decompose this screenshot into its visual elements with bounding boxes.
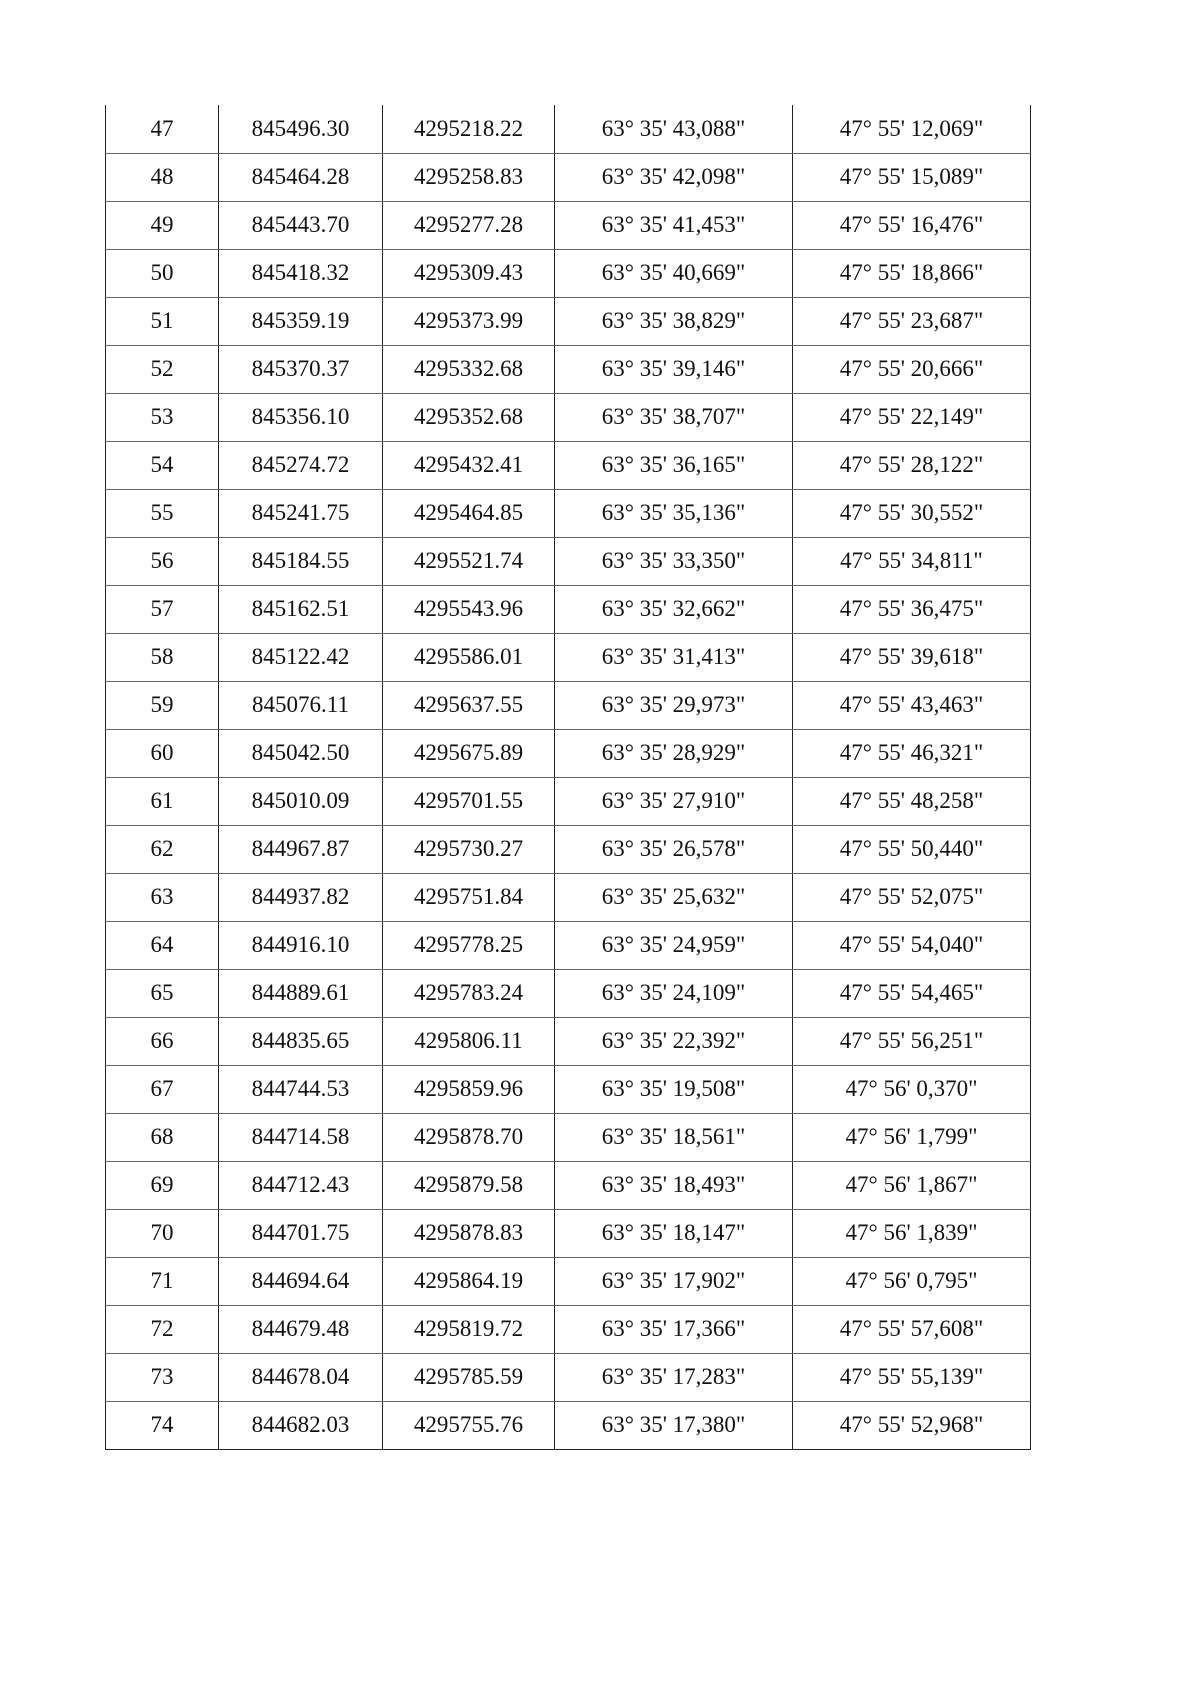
y-coordinate-cell: 4295878.70: [383, 1113, 555, 1161]
longitude-cell: 63° 35' 39,146": [555, 345, 793, 393]
point-number-cell: 64: [106, 921, 219, 969]
point-number-cell: 53: [106, 393, 219, 441]
table-row: [106, 1065, 1031, 1113]
latitude-cell: 47° 55' 50,440": [793, 825, 1031, 873]
x-coordinate-cell: 844937.82: [219, 873, 383, 921]
point-number-cell: 55: [106, 489, 219, 537]
longitude-cell: 63° 35' 24,109": [555, 969, 793, 1017]
point-number-cell: 62: [106, 825, 219, 873]
point-number-cell: 68: [106, 1113, 219, 1161]
table-row: [106, 441, 1031, 489]
table-row: [106, 1113, 1031, 1161]
latitude-cell: 47° 55' 18,866": [793, 249, 1031, 297]
longitude-cell: 63° 35' 25,632": [555, 873, 793, 921]
latitude-cell: 47° 55' 16,476": [793, 201, 1031, 249]
longitude-cell: 63° 35' 17,380": [555, 1401, 793, 1449]
table-row: [106, 729, 1031, 777]
table-row: [106, 489, 1031, 537]
latitude-cell: 47° 55' 34,811": [793, 537, 1031, 585]
table-row: [106, 1209, 1031, 1257]
point-number-cell: 52: [106, 345, 219, 393]
table-row: [106, 153, 1031, 201]
table-row: [106, 633, 1031, 681]
latitude-cell: 47° 55' 54,465": [793, 969, 1031, 1017]
x-coordinate-cell: 845418.32: [219, 249, 383, 297]
latitude-cell: 47° 56' 1,867": [793, 1161, 1031, 1209]
x-coordinate-cell: 845241.75: [219, 489, 383, 537]
y-coordinate-cell: 4295521.74: [383, 537, 555, 585]
table-row: [106, 777, 1031, 825]
longitude-cell: 63° 35' 38,829": [555, 297, 793, 345]
latitude-cell: 47° 55' 56,251": [793, 1017, 1031, 1065]
x-coordinate-cell: 844679.48: [219, 1305, 383, 1353]
point-number-cell: 63: [106, 873, 219, 921]
point-number-cell: 47: [106, 105, 219, 153]
table-row: [106, 1017, 1031, 1065]
latitude-cell: 47° 55' 23,687": [793, 297, 1031, 345]
coordinates-table: [105, 105, 1031, 1450]
latitude-cell: 47° 55' 20,666": [793, 345, 1031, 393]
latitude-cell: 47° 55' 57,608": [793, 1305, 1031, 1353]
x-coordinate-cell: 845443.70: [219, 201, 383, 249]
x-coordinate-cell: 845464.28: [219, 153, 383, 201]
longitude-cell: 63° 35' 33,350": [555, 537, 793, 585]
point-number-cell: 50: [106, 249, 219, 297]
longitude-cell: 63° 35' 43,088": [555, 105, 793, 153]
y-coordinate-cell: 4295806.11: [383, 1017, 555, 1065]
longitude-cell: 63° 35' 36,165": [555, 441, 793, 489]
y-coordinate-cell: 4295701.55: [383, 777, 555, 825]
longitude-cell: 63° 35' 40,669": [555, 249, 793, 297]
table-row: [106, 393, 1031, 441]
latitude-cell: 47° 55' 48,258": [793, 777, 1031, 825]
x-coordinate-cell: 844916.10: [219, 921, 383, 969]
y-coordinate-cell: 4295432.41: [383, 441, 555, 489]
point-number-cell: 51: [106, 297, 219, 345]
x-coordinate-cell: 845010.09: [219, 777, 383, 825]
latitude-cell: 47° 56' 0,370": [793, 1065, 1031, 1113]
latitude-cell: 47° 55' 12,069": [793, 105, 1031, 153]
longitude-cell: 63° 35' 27,910": [555, 777, 793, 825]
y-coordinate-cell: 4295751.84: [383, 873, 555, 921]
y-coordinate-cell: 4295785.59: [383, 1353, 555, 1401]
longitude-cell: 63° 35' 41,453": [555, 201, 793, 249]
latitude-cell: 47° 55' 52,968": [793, 1401, 1031, 1449]
y-coordinate-cell: 4295464.85: [383, 489, 555, 537]
y-coordinate-cell: 4295864.19: [383, 1257, 555, 1305]
x-coordinate-cell: 845076.11: [219, 681, 383, 729]
table-row: [106, 825, 1031, 873]
table-row: [106, 1305, 1031, 1353]
longitude-cell: 63° 35' 22,392": [555, 1017, 793, 1065]
x-coordinate-cell: 844889.61: [219, 969, 383, 1017]
x-coordinate-cell: 845042.50: [219, 729, 383, 777]
longitude-cell: 63° 35' 18,493": [555, 1161, 793, 1209]
longitude-cell: 63° 35' 17,283": [555, 1353, 793, 1401]
y-coordinate-cell: 4295218.22: [383, 105, 555, 153]
x-coordinate-cell: 845370.37: [219, 345, 383, 393]
y-coordinate-cell: 4295277.28: [383, 201, 555, 249]
table-row: [106, 585, 1031, 633]
latitude-cell: 47° 55' 54,040": [793, 921, 1031, 969]
longitude-cell: 63° 35' 29,973": [555, 681, 793, 729]
coordinates-table-body: [106, 105, 1031, 1449]
table-row: [106, 969, 1031, 1017]
latitude-cell: 47° 55' 43,463": [793, 681, 1031, 729]
point-number-cell: 59: [106, 681, 219, 729]
point-number-cell: 54: [106, 441, 219, 489]
point-number-cell: 66: [106, 1017, 219, 1065]
x-coordinate-cell: 844682.03: [219, 1401, 383, 1449]
longitude-cell: 63° 35' 17,902": [555, 1257, 793, 1305]
longitude-cell: 63° 35' 19,508": [555, 1065, 793, 1113]
y-coordinate-cell: 4295258.83: [383, 153, 555, 201]
latitude-cell: 47° 55' 28,122": [793, 441, 1031, 489]
x-coordinate-cell: 845496.30: [219, 105, 383, 153]
y-coordinate-cell: 4295730.27: [383, 825, 555, 873]
longitude-cell: 63° 35' 28,929": [555, 729, 793, 777]
x-coordinate-cell: 844712.43: [219, 1161, 383, 1209]
point-number-cell: 49: [106, 201, 219, 249]
y-coordinate-cell: 4295586.01: [383, 633, 555, 681]
x-coordinate-cell: 844967.87: [219, 825, 383, 873]
table-row: [106, 297, 1031, 345]
point-number-cell: 70: [106, 1209, 219, 1257]
latitude-cell: 47° 55' 15,089": [793, 153, 1031, 201]
y-coordinate-cell: 4295783.24: [383, 969, 555, 1017]
latitude-cell: 47° 55' 30,552": [793, 489, 1031, 537]
y-coordinate-cell: 4295637.55: [383, 681, 555, 729]
point-number-cell: 57: [106, 585, 219, 633]
latitude-cell: 47° 56' 0,795": [793, 1257, 1031, 1305]
table-row: [106, 537, 1031, 585]
x-coordinate-cell: 844744.53: [219, 1065, 383, 1113]
table-row: [106, 345, 1031, 393]
latitude-cell: 47° 55' 52,075": [793, 873, 1031, 921]
longitude-cell: 63° 35' 42,098": [555, 153, 793, 201]
latitude-cell: 47° 55' 22,149": [793, 393, 1031, 441]
longitude-cell: 63° 35' 38,707": [555, 393, 793, 441]
x-coordinate-cell: 845359.19: [219, 297, 383, 345]
point-number-cell: 61: [106, 777, 219, 825]
table-row: [106, 1257, 1031, 1305]
x-coordinate-cell: 845356.10: [219, 393, 383, 441]
x-coordinate-cell: 844714.58: [219, 1113, 383, 1161]
point-number-cell: 58: [106, 633, 219, 681]
table-row: [106, 1353, 1031, 1401]
longitude-cell: 63° 35' 26,578": [555, 825, 793, 873]
x-coordinate-cell: 844678.04: [219, 1353, 383, 1401]
table-row: [106, 873, 1031, 921]
x-coordinate-cell: 844835.65: [219, 1017, 383, 1065]
longitude-cell: 63° 35' 32,662": [555, 585, 793, 633]
table-row: [106, 1401, 1031, 1449]
longitude-cell: 63° 35' 18,147": [555, 1209, 793, 1257]
x-coordinate-cell: 844701.75: [219, 1209, 383, 1257]
longitude-cell: 63° 35' 18,561": [555, 1113, 793, 1161]
y-coordinate-cell: 4295778.25: [383, 921, 555, 969]
y-coordinate-cell: 4295819.72: [383, 1305, 555, 1353]
y-coordinate-cell: 4295332.68: [383, 345, 555, 393]
point-number-cell: 56: [106, 537, 219, 585]
table-row: [106, 249, 1031, 297]
point-number-cell: 72: [106, 1305, 219, 1353]
x-coordinate-cell: 845184.55: [219, 537, 383, 585]
latitude-cell: 47° 56' 1,799": [793, 1113, 1031, 1161]
y-coordinate-cell: 4295352.68: [383, 393, 555, 441]
table-row: [106, 105, 1031, 153]
latitude-cell: 47° 55' 55,139": [793, 1353, 1031, 1401]
y-coordinate-cell: 4295309.43: [383, 249, 555, 297]
y-coordinate-cell: 4295878.83: [383, 1209, 555, 1257]
longitude-cell: 63° 35' 35,136": [555, 489, 793, 537]
latitude-cell: 47° 55' 39,618": [793, 633, 1031, 681]
latitude-cell: 47° 55' 46,321": [793, 729, 1031, 777]
y-coordinate-cell: 4295859.96: [383, 1065, 555, 1113]
longitude-cell: 63° 35' 17,366": [555, 1305, 793, 1353]
point-number-cell: 67: [106, 1065, 219, 1113]
x-coordinate-cell: 845274.72: [219, 441, 383, 489]
table-row: [106, 681, 1031, 729]
table-row: [106, 201, 1031, 249]
y-coordinate-cell: 4295755.76: [383, 1401, 555, 1449]
point-number-cell: 73: [106, 1353, 219, 1401]
y-coordinate-cell: 4295879.58: [383, 1161, 555, 1209]
latitude-cell: 47° 56' 1,839": [793, 1209, 1031, 1257]
x-coordinate-cell: 844694.64: [219, 1257, 383, 1305]
x-coordinate-cell: 845162.51: [219, 585, 383, 633]
table-row: [106, 921, 1031, 969]
point-number-cell: 60: [106, 729, 219, 777]
table-row: [106, 1161, 1031, 1209]
latitude-cell: 47° 55' 36,475": [793, 585, 1031, 633]
y-coordinate-cell: 4295373.99: [383, 297, 555, 345]
y-coordinate-cell: 4295543.96: [383, 585, 555, 633]
longitude-cell: 63° 35' 24,959": [555, 921, 793, 969]
point-number-cell: 65: [106, 969, 219, 1017]
point-number-cell: 74: [106, 1401, 219, 1449]
y-coordinate-cell: 4295675.89: [383, 729, 555, 777]
longitude-cell: 63° 35' 31,413": [555, 633, 793, 681]
point-number-cell: 71: [106, 1257, 219, 1305]
x-coordinate-cell: 845122.42: [219, 633, 383, 681]
point-number-cell: 48: [106, 153, 219, 201]
point-number-cell: 69: [106, 1161, 219, 1209]
